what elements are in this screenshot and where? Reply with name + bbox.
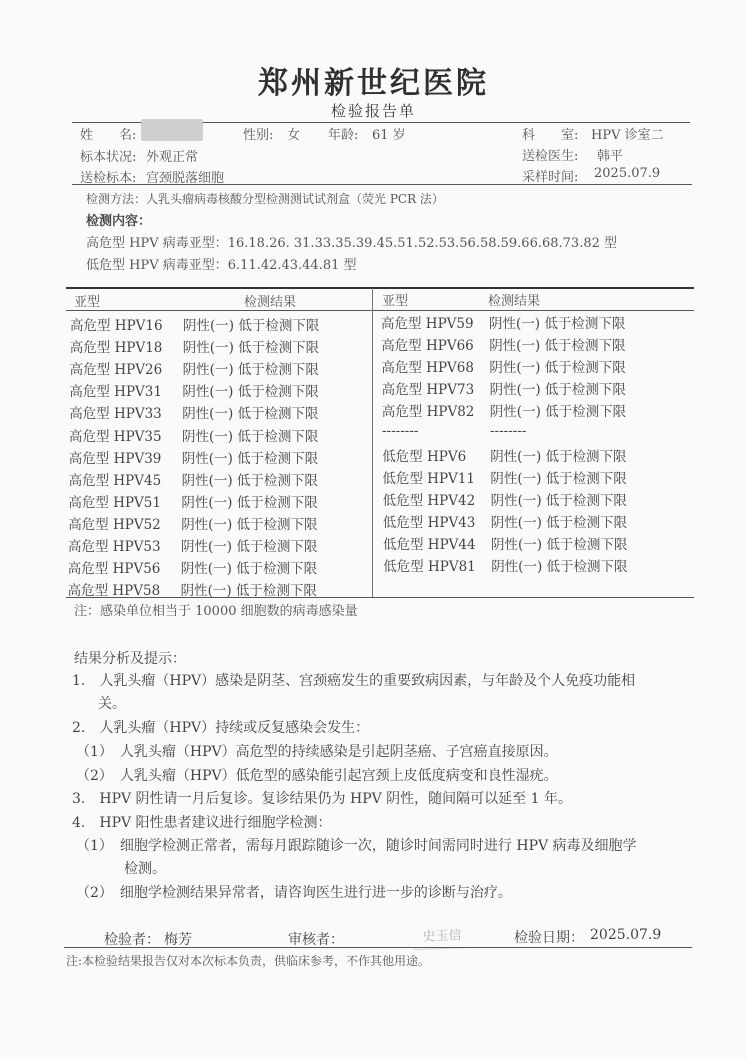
col-header-type-right: 亚型 (382, 294, 409, 309)
result-cell: 阴性(一) 低于检测下限 (490, 470, 627, 487)
status-value: 外观正常 (146, 150, 199, 165)
analysis-heading: 结果分析及提示： (74, 651, 186, 667)
sample-value: 宫颈脱落细胞 (146, 171, 225, 186)
result-cell: 阴性(一) 低于检测下限 (181, 472, 318, 489)
disclaimer: 注:本检验结果报告仅对本次标本负责，供临床参考，不作其他用途。 (66, 954, 431, 968)
subtype-cell: 低危型 HPV42 (382, 492, 476, 509)
subtype-cell: 高危型 HPV39 (68, 450, 162, 467)
result-cell: 阴性(一) 低于检测下限 (489, 360, 626, 377)
subtype-cell: 高危型 HPV45 (68, 472, 162, 489)
age-value: 61 岁 (372, 128, 406, 143)
table-row (383, 555, 628, 576)
subtype-cell: 高危型 HPV16 (70, 318, 163, 334)
subtype-cell: 高危型 HPV73 (381, 382, 475, 399)
table-row (381, 312, 626, 332)
analysis-item-4-1: （1） 细胞学检测正常者，需每月跟踪随诊一次，随诊时间需同时进行 HPV 病毒及细胞学 (76, 838, 637, 854)
subtype-cell: 低危型 HPV6 (382, 448, 467, 465)
subtype-cell: 高危型 HPV31 (69, 384, 162, 401)
result-cell: -------- (490, 422, 527, 439)
result-cell: 阴性(一) 低于检测下限 (490, 514, 628, 531)
table-row (68, 469, 318, 489)
table-row (382, 422, 527, 439)
table-row (68, 491, 318, 511)
result-cell: 阴性(一) 低于检测下限 (180, 583, 317, 600)
table-row (382, 489, 627, 509)
subtype-cell: 高危型 HPV51 (68, 494, 161, 511)
analysis-item-1-cont: 关。 (98, 696, 126, 712)
table-row (382, 511, 628, 531)
subtype-cell: 低危型 HPV81 (383, 559, 476, 576)
subtype-cell: 高危型 HPV35 (69, 428, 162, 445)
table-bottom-rule (66, 597, 694, 598)
analysis-item-4: 4. HPV 阳性患者建议进行细胞学检测： (72, 815, 332, 831)
date-label: 检验日期： (514, 930, 584, 946)
age-label: 年龄: (328, 128, 359, 143)
subtype-cell: -------- (382, 422, 419, 439)
subtype-cell: 高危型 HPV18 (69, 340, 163, 357)
result-cell: 阴性(一) 低于检测下限 (182, 362, 319, 379)
subtype-cell: 低危型 HPV44 (383, 537, 476, 553)
table-row (382, 445, 627, 465)
table-row (69, 336, 320, 357)
analysis-item-1: 1. 人乳头瘤（HPV）感染是阴茎、宫颈癌发生的重要致病因素，与年龄及个人免疫功能相 (72, 673, 636, 689)
subtype-cell: 高危型 HPV66 (381, 338, 474, 355)
low-risk-types: 低危型 HPV 病毒亚型：6.11.42.43.44.81 型 (86, 258, 357, 273)
table-divider (372, 288, 373, 597)
result-cell: 阴性(一) 低于检测下限 (181, 539, 318, 555)
result-cell: 阴性(一) 低于检测下限 (181, 494, 318, 511)
table-top-rule (66, 287, 694, 289)
result-cell: 阴性(一) 低于检测下限 (182, 406, 319, 423)
result-cell: 阴性(一) 低于检测下限 (180, 561, 318, 578)
analysis-item-3: 3. HPV 阴性请一月后复诊。复诊结果仍为 HPV 阴性，随间隔可以延至 1 年。 (72, 791, 572, 807)
table-row (68, 447, 319, 467)
result-cell: 阴性(一) 低于检测下限 (182, 384, 319, 401)
result-cell: 阴性(一) 低于检测下限 (182, 340, 320, 357)
subtype-cell: 高危型 HPV33 (69, 406, 162, 423)
name-redaction (141, 119, 203, 141)
hospital-name: 郑州新世纪医院 (258, 66, 489, 101)
table-row (67, 557, 318, 578)
gender-label: 性别: (243, 128, 274, 143)
dept-label: 科 室: (522, 128, 579, 143)
subtype-cell: 高危型 HPV56 (67, 561, 161, 578)
inspector-name: 梅芳 (164, 932, 192, 948)
analysis-item-4-1-cont: 检测。 (124, 861, 166, 877)
table-row (381, 356, 626, 377)
result-cell: 阴性(一) 低于检测下限 (489, 404, 627, 421)
result-cell: 阴性(一) 低于检测下限 (181, 516, 318, 533)
result-cell: 阴性(一) 低于检测下限 (182, 428, 319, 445)
subtype-cell: 高危型 HPV53 (68, 539, 161, 555)
subtype-cell: 低危型 HPV43 (382, 514, 476, 531)
header-bottom-rule (72, 184, 692, 185)
table-row (69, 402, 319, 423)
reviewer-label: 审核者： (288, 932, 344, 948)
result-cell: 阴性(一) 低于检测下限 (489, 338, 626, 355)
col-header-type-left: 亚型 (74, 295, 101, 310)
subtype-cell: 高危型 HPV26 (69, 362, 163, 379)
table-row (381, 378, 626, 399)
col-header-result-right: 检测结果 (488, 294, 541, 309)
subtype-cell: 高危型 HPV82 (381, 404, 475, 421)
table-row (69, 380, 319, 401)
subtype-cell: 低危型 HPV11 (382, 470, 475, 487)
subtype-cell: 高危型 HPV59 (381, 316, 474, 332)
table-row (70, 314, 320, 334)
table-row (383, 533, 628, 553)
dept-value: HPV 诊室二 (591, 128, 664, 143)
result-cell: 阴性(一) 低于检测下限 (489, 382, 626, 399)
table-row (381, 400, 627, 421)
result-cell: 阴性(一) 低于检测下限 (490, 448, 627, 465)
result-cell: 阴性(一) 低于检测下限 (183, 318, 320, 334)
table-row (68, 513, 318, 533)
analysis-item-2-2: （2） 人乳头瘤（HPV）低危型的感染能引起宫颈上皮低度病变和良性湿疣。 (76, 768, 558, 784)
sample-label: 送检标本: (80, 171, 137, 186)
table-header-rule (66, 310, 694, 311)
result-cell: 阴性(一) 低于检测下限 (491, 559, 628, 576)
table-row (68, 535, 318, 555)
col-header-result-left: 检测结果 (244, 295, 297, 310)
table-note: 注：感染单位相当于 10000 细胞数的病毒感染量 (74, 604, 358, 619)
doctor-label: 送检医生: (522, 149, 579, 164)
result-cell: 阴性(一) 低于检测下限 (489, 316, 626, 332)
doctor-value: 韩平 (597, 149, 624, 164)
content-label: 检测内容： (86, 214, 152, 229)
reviewer-signature: 史玉信 (413, 925, 472, 950)
gender-value: 女 (287, 128, 301, 143)
status-label: 标本状况: (80, 150, 137, 165)
inspector-label: 检验者： (104, 932, 160, 948)
sample-time-value: 2025.07.9 (594, 166, 661, 181)
date-value: 2025.07.9 (590, 927, 662, 943)
footer-rule (64, 947, 692, 948)
analysis-item-2: 2. 人乳头瘤（HPV）持续或反复感染会发生： (72, 720, 370, 736)
result-cell: 阴性(一) 低于检测下限 (181, 450, 319, 467)
table-row (381, 334, 626, 355)
sample-time-label: 采样时间: (522, 170, 579, 185)
subtype-cell: 高危型 HPV58 (67, 583, 161, 600)
report-title: 检验报告单 (330, 102, 416, 120)
subtype-cell: 高危型 HPV68 (381, 360, 474, 377)
result-cell: 阴性(一) 低于检测下限 (491, 537, 628, 553)
subtype-cell: 高危型 HPV52 (68, 516, 161, 533)
table-row (382, 467, 627, 487)
analysis-item-4-2: （2） 细胞学检测结果异常者，请咨询医生进行进一步的诊断与治疗。 (76, 885, 512, 901)
table-row (69, 425, 319, 445)
name-label: 姓 名: (80, 128, 137, 143)
analysis-item-2-1: （1） 人乳头瘤（HPV）高危型的持续感染是引起阴茎癌、子宫癌直接原因。 (76, 744, 558, 760)
method-line: 检测方法：人乳头瘤病毒核酸分型检测测试试剂盒（荧光 PCR 法） (86, 192, 444, 206)
table-row (69, 358, 319, 379)
result-cell: 阴性(一) 低于检测下限 (490, 492, 627, 509)
high-risk-types: 高危型 HPV 病毒亚型：16.18.26. 31.33.35.39.45.51.52.53.56.58.59.66.68.73.82 型 (86, 236, 618, 251)
